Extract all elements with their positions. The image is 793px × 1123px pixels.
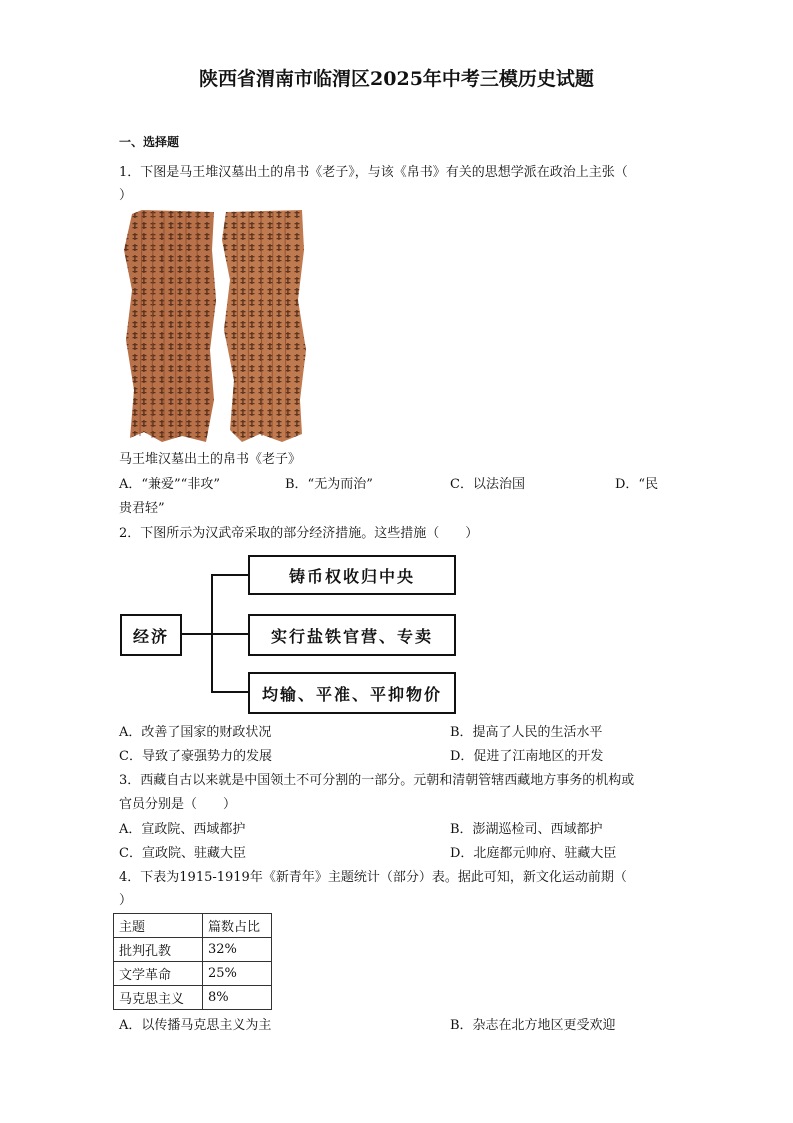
q3-stem-cont: 官员分别是（ ） xyxy=(119,797,237,812)
section-heading: 一、选择题 xyxy=(119,135,180,149)
q1-image-caption: 马王堆汉墓出土的帛书《老子》 xyxy=(119,452,302,467)
q4-stem: 4．下表为1915-1919年《新青年》主题统计（部分）表。据此可知，新文化运动前期（ xyxy=(119,870,627,885)
diagram-root-node: 经济 xyxy=(120,614,182,656)
table-header-cell: 主题 xyxy=(114,914,203,938)
silk-manuscript-image xyxy=(122,210,308,442)
page-title: 陕西省渭南市临渭区2025年中考三模历史试题 xyxy=(199,68,594,90)
table-cell: 批判孔教 xyxy=(114,938,203,962)
table-row xyxy=(114,938,272,962)
q3-option-d[interactable]: D．北庭都元帅府、驻藏大臣 xyxy=(450,846,617,861)
q3-option-b[interactable]: B．澎湖巡检司、西域都护 xyxy=(450,822,603,837)
diagram-branch-line xyxy=(211,574,249,576)
q2-option-b[interactable]: B．提高了人民的生活水平 xyxy=(450,725,603,740)
q1-option-c[interactable]: C．以法治国 xyxy=(450,477,525,492)
table-cell: 25% xyxy=(203,962,272,986)
q4-option-b[interactable]: B．杂志在北方地区更受欢迎 xyxy=(450,1018,616,1033)
q3-stem: 3．西藏自古以来就是中国领土不可分割的一部分。元朝和清朝管辖西藏地方事务的机构或 xyxy=(119,773,635,788)
q1-option-d-cont: 贵君轻” xyxy=(119,501,165,516)
q1-stem: 1．下图是马王堆汉墓出土的帛书《老子》，与该《帛书》有关的思想学派在政治上主张（ xyxy=(119,165,628,180)
q2-option-d[interactable]: D．促进了江南地区的开发 xyxy=(450,749,604,764)
diagram-branch-line xyxy=(211,691,249,693)
diagram-branch-line xyxy=(211,633,249,635)
table-row xyxy=(114,962,272,986)
table-cell: 8% xyxy=(203,986,272,1010)
q1-option-a[interactable]: A．“兼爱”“非攻” xyxy=(119,477,220,492)
q1-option-d[interactable]: D．“民 xyxy=(615,477,659,492)
diagram-connector xyxy=(180,633,212,635)
diagram-branch-node: 均输、平准、平抑物价 xyxy=(248,672,456,714)
q1-option-b[interactable]: B．“无为而治” xyxy=(285,477,373,492)
table-header-cell: 篇数占比 xyxy=(203,914,272,938)
table-cell: 马克思主义 xyxy=(114,986,203,1010)
table-cell: 文学革命 xyxy=(114,962,203,986)
table-cell: 32% xyxy=(203,938,272,962)
q3-option-c[interactable]: C．宣政院、驻藏大臣 xyxy=(119,846,246,861)
q4-table xyxy=(113,913,272,1010)
diagram-branch-node: 实行盐铁官营、专卖 xyxy=(248,614,456,656)
q2-option-c[interactable]: C．导致了豪强势力的发展 xyxy=(119,749,272,764)
q4-stem-cont: ） xyxy=(119,893,133,908)
q4-option-a[interactable]: A．以传播马克思主义为主 xyxy=(119,1018,272,1033)
q2-option-a[interactable]: A．改善了国家的财政状况 xyxy=(119,725,272,740)
diagram-branch-node: 铸币权收归中央 xyxy=(248,555,456,595)
table-header-row xyxy=(114,914,272,938)
q3-option-a[interactable]: A．宣政院、西域都护 xyxy=(119,822,246,837)
q1-stem-cont: ） xyxy=(119,188,133,203)
q2-stem: 2．下图所示为汉武帝采取的部分经济措施。这些措施（ ） xyxy=(119,526,479,541)
table-row xyxy=(114,986,272,1010)
